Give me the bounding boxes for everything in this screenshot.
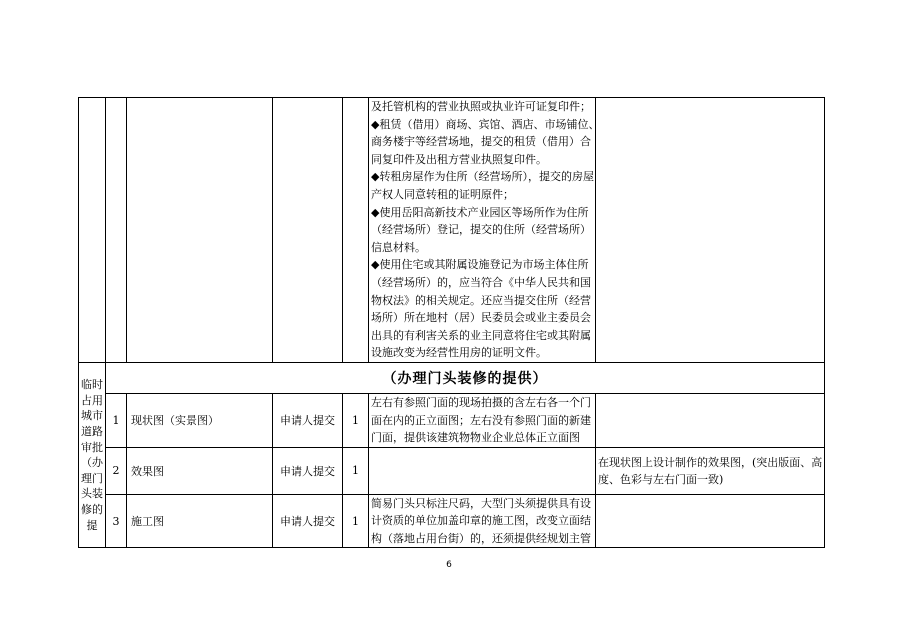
material-name: 效果图 (127, 447, 273, 494)
requirement-line: 同复印件及出租方营业执照复印件。 (371, 152, 547, 166)
material-name: 施工图 (127, 494, 273, 548)
category-cell-empty (79, 98, 106, 363)
material-requirements (369, 494, 596, 548)
category-label: 临时占用城市道路审批（办理门头装修的提 (79, 362, 106, 548)
material-requirements-empty (369, 447, 596, 494)
requirements-cell (369, 98, 600, 363)
notes-cell-empty (596, 98, 825, 363)
requirement-line: 门面，提供该建筑物物业企业总体正立面图 (371, 431, 580, 445)
requirement-line: 面在内的正立面图；左右没有参照门面的新建 (371, 413, 591, 427)
material-name: 现状图（实景图） (127, 393, 273, 447)
requirement-line: 信息材料。 (371, 240, 426, 254)
note-line: 在现状图上设计制作的效果图，(突出版面、高 (598, 455, 823, 469)
count-cell-empty (343, 98, 369, 363)
table-row (79, 494, 825, 548)
table-row (79, 447, 825, 494)
table-row (79, 393, 825, 447)
material-name-cell-empty (127, 98, 273, 363)
requirement-line: （经营场所）的，应当符合《中华人民共和国 (371, 275, 591, 289)
material-count: 1 (343, 494, 369, 548)
requirement-line: 简易门头只标注尺码，大型门头须提供具有设 (371, 496, 591, 510)
requirement-line: （经营场所）登记，提交的住所（经营场所） (371, 223, 591, 237)
row-number: 3 (106, 494, 127, 548)
requirement-line: 构（落地占用台街）的，还须提供经规划主管 (371, 531, 591, 545)
material-source: 申请人提交 (273, 494, 343, 548)
requirement-line: ◆使用岳阳高新技术产业园区等场所作为住所 (371, 205, 589, 219)
page-number: 6 (446, 560, 452, 570)
requirement-line: ◆租赁（借用）商场、宾馆、酒店、市场铺位、 (371, 117, 600, 131)
material-source: 申请人提交 (273, 447, 343, 494)
material-count: 1 (343, 447, 369, 494)
requirement-line: 场所）所在地村（居）民委员会或业主委员会 (371, 311, 591, 325)
requirement-line: 出具的有利害关系的业主同意将住宅或其附属 (371, 328, 591, 342)
requirement-line: 计资质的单位加盖印章的施工图，改变立面结 (371, 514, 591, 528)
material-notes-empty (596, 393, 825, 447)
section-header-row (79, 362, 825, 393)
requirement-line: 物权法》的相关规定。还应当提交住所（经营 (371, 293, 591, 307)
requirement-line: 产权人同意转租的证明原件； (371, 187, 514, 201)
requirement-line: ◆转租房屋作为住所（经营场所），提交的房屋 (371, 170, 594, 184)
material-requirements (369, 393, 596, 447)
source-cell-empty (273, 98, 343, 363)
material-count: 1 (343, 393, 369, 447)
material-notes-empty (596, 494, 825, 548)
material-notes (596, 447, 825, 494)
section-header: （办理门头装修的提供） (106, 362, 825, 393)
requirement-line: ◆使用住宅或其附属设施登记为市场主体住所 (371, 258, 589, 272)
requirement-line: 及托管机构的营业执照或执业许可证复印件； (371, 100, 591, 113)
requirement-line: 设施改变为经营性用房的证明文件。 (371, 346, 547, 360)
document-table (78, 97, 825, 548)
material-source: 申请人提交 (273, 393, 343, 447)
requirement-line: 商务楼宇等经营场地，提交的租赁（借用）合 (371, 135, 591, 149)
requirement-line: 左右有参照门面的现场拍摄的含左右各一个门 (371, 395, 591, 409)
note-line: 度、色彩与左右门面一致) (598, 472, 724, 486)
continued-row (79, 98, 825, 363)
row-number: 2 (106, 447, 127, 494)
number-cell-empty (106, 98, 127, 363)
row-number: 1 (106, 393, 127, 447)
